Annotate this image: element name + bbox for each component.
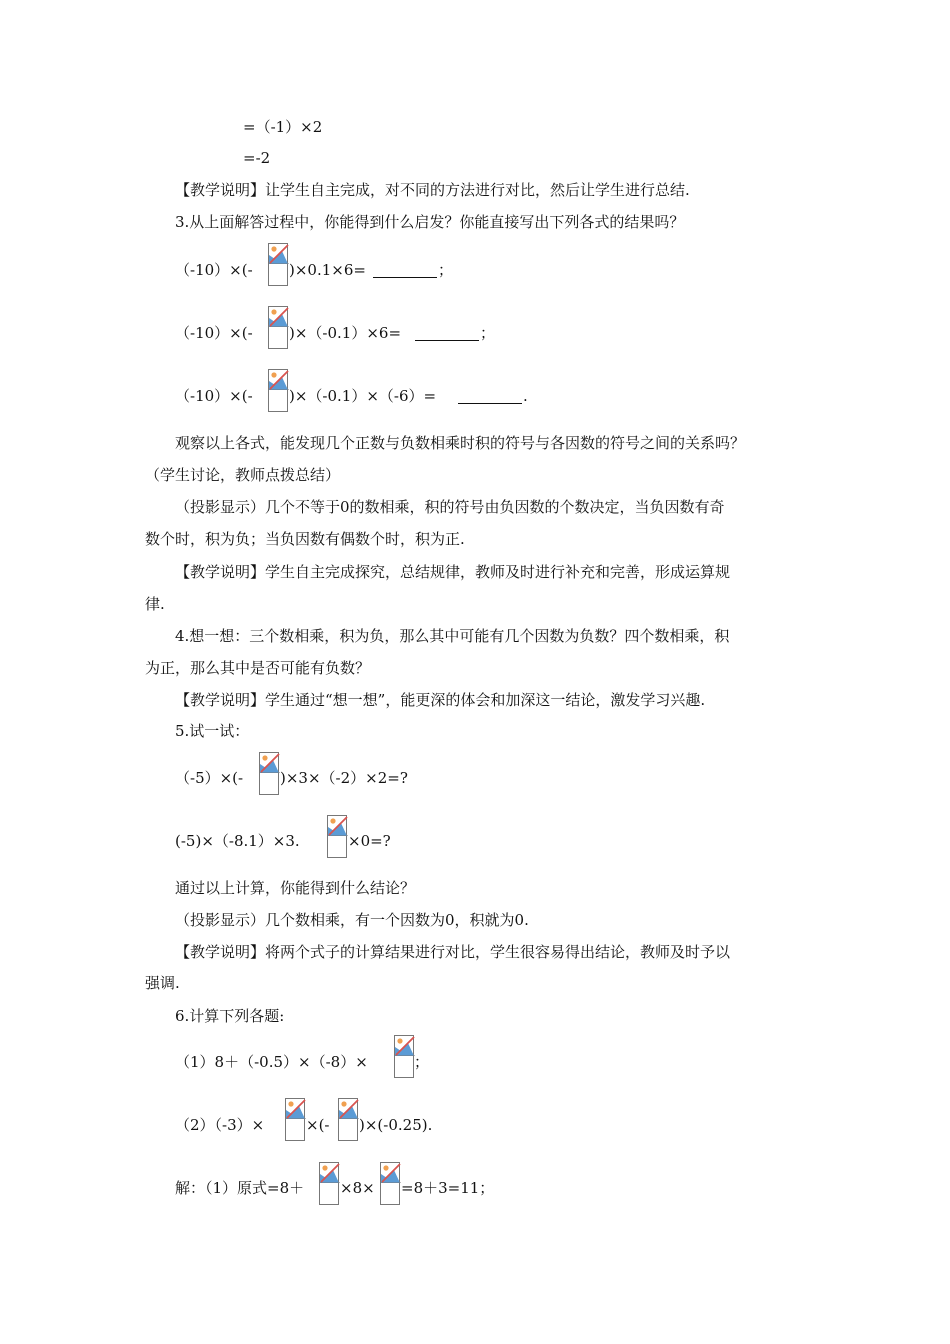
expr-text: （-10）×(- <box>175 261 253 279</box>
text-line: （投影显示）几个不等于0的数相乘，积的符号由负因数的个数决定，当负因数有奇 <box>175 498 725 516</box>
broken-image-icon <box>380 1162 400 1205</box>
broken-image-icon <box>394 1035 414 1078</box>
text-line: 【教学说明】学生自主完成探究，总结规律，教师及时进行补充和完善，形成运算规 <box>175 563 731 581</box>
expr-text: （2）（-3）× <box>175 1116 265 1134</box>
expr-text: )×（-0.1）×（-6）= <box>289 387 437 405</box>
expr-text: . <box>523 387 528 405</box>
broken-image-icon <box>285 1098 305 1141</box>
broken-image-icon <box>268 369 288 412</box>
broken-image-icon <box>259 752 279 795</box>
text-line: 6.计算下列各题: <box>175 1007 285 1025</box>
text-line: 强调. <box>145 974 180 992</box>
expr-text: （-5）×(- <box>175 769 244 787</box>
expr-text: )×0.1×6= <box>289 261 366 279</box>
text-line: =（-1）×2 <box>243 118 323 136</box>
text-line: =-2 <box>243 149 271 167</box>
text-line: 律. <box>145 595 165 613</box>
expr-text: 解：（1）原式=8＋ <box>175 1179 305 1197</box>
text-line: 观察以上各式，能发现几个正数与负数相乘时积的符号与各因数的符号之间的关系吗？ <box>175 434 746 452</box>
text-line: 5.试一试： <box>175 722 250 740</box>
answer-blank <box>373 262 437 278</box>
text-line: （投影显示）几个数相乘，有一个因数为0，积就为0. <box>175 911 529 929</box>
expr-text: ； <box>438 261 454 279</box>
text-line: 为正，那么其中是否可能有负数？ <box>145 659 371 677</box>
text-line: 4.想一想：三个数相乘，积为负，那么其中可能有几个因数为负数？四个数相乘，积 <box>175 627 730 645</box>
text-line: 通过以上计算，你能得到什么结论？ <box>175 879 416 897</box>
expr-text: ； <box>414 1053 430 1071</box>
expr-text: ； <box>480 324 496 342</box>
broken-image-icon <box>338 1098 358 1141</box>
expr-text: )×(-0.25). <box>359 1116 433 1134</box>
text-line: 数个时，积为负；当负因数有偶数个时，积为正. <box>145 530 465 548</box>
expr-text: （-10）×(- <box>175 387 253 405</box>
expr-text: (-5)×（-8.1）×3. <box>175 832 300 850</box>
answer-blank <box>415 325 479 341</box>
expr-text: )×（-0.1）×6= <box>289 324 402 342</box>
expr-text: ×(- <box>306 1116 330 1134</box>
expr-text: =8＋3=11； <box>401 1179 495 1197</box>
text-line: 3.从上面解答过程中，你能得到什么启发？你能直接写出下列各式的结果吗？ <box>175 213 685 231</box>
expr-text: )×3×（-2）×2=? <box>280 769 408 787</box>
expr-text: （-10）×(- <box>175 324 253 342</box>
text-line: 【教学说明】学生通过“想一想”，能更深的体会和加深这一结论，激发学习兴趣. <box>175 691 706 709</box>
expr-text: ×8× <box>340 1179 375 1197</box>
broken-image-icon <box>327 815 347 858</box>
broken-image-icon <box>268 306 288 349</box>
expr-text: （1）8＋（-0.5）×（-8）× <box>175 1053 368 1071</box>
answer-blank <box>458 388 522 404</box>
expr-text: ×0=? <box>348 832 391 850</box>
text-line: 【教学说明】让学生自主完成，对不同的方法进行对比，然后让学生进行总结. <box>175 181 690 199</box>
text-line: 【教学说明】将两个式子的计算结果进行对比，学生很容易得出结论，教师及时予以 <box>175 943 731 961</box>
text-line: （学生讨论，教师点拨总结） <box>145 466 341 484</box>
broken-image-icon <box>319 1162 339 1205</box>
broken-image-icon <box>268 243 288 286</box>
